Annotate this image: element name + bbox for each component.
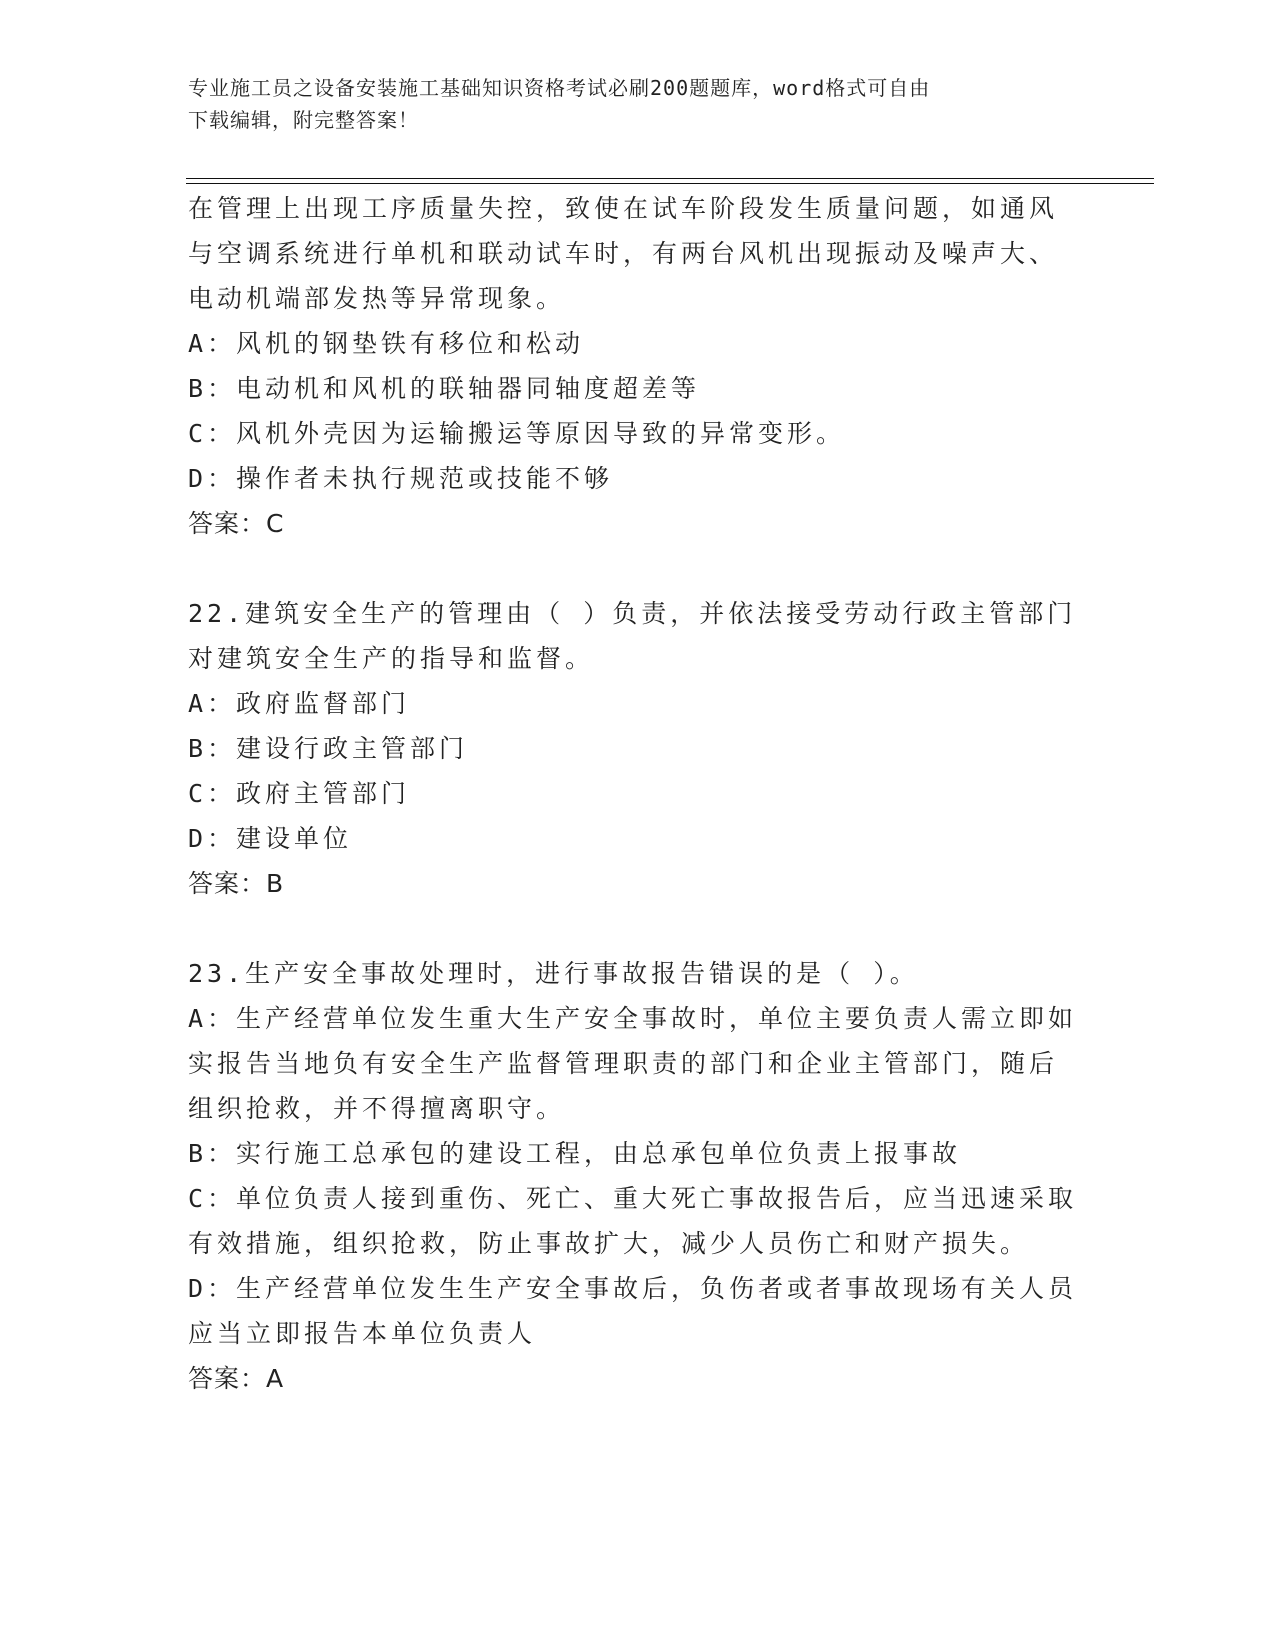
question-stem-line: 在管理上出现工序质量失控，致使在试车阶段发生质量问题，如通风 — [188, 194, 1059, 223]
answer: 答案：A — [188, 1364, 285, 1393]
option-c-line: 有效措施，组织抢救，防止事故扩大，减少人员伤亡和财产损失。 — [188, 1229, 1030, 1258]
question-21 — [188, 186, 1088, 546]
spacer — [188, 546, 1088, 591]
option-d: D：操作者未执行规范或技能不够 — [188, 464, 614, 493]
option-c: C：风机外壳因为运输搬运等原因导致的异常变形。 — [188, 419, 846, 448]
document-body — [188, 186, 1088, 1401]
document-header — [188, 72, 1068, 136]
question-stem-line: 电动机端部发热等异常现象。 — [188, 284, 566, 313]
option-a-line: 组织抢救，并不得擅离职守。 — [188, 1094, 566, 1123]
option-b: B：建设行政主管部门 — [188, 734, 469, 763]
answer: 答案：B — [188, 869, 285, 898]
option-a-line: 实报告当地负有安全生产监督管理职责的部门和企业主管部门，随后 — [188, 1049, 1059, 1078]
question-stem-line: 22.建筑安全生产的管理由（ ）负责，并依法接受劳动行政主管部门 — [188, 599, 1077, 628]
option-a: A：风机的钢垫铁有移位和松动 — [188, 329, 585, 358]
option-a-line: A：生产经营单位发生重大生产安全事故时，单位主要负责人需立即如 — [188, 1004, 1078, 1033]
question-stem-line: 23.生产安全事故处理时，进行事故报告错误的是（ ）。 — [188, 959, 919, 988]
header-divider-top — [186, 178, 1154, 179]
option-d-line: D：生产经营单位发生生产安全事故后，负伤者或者事故现场有关人员 — [188, 1274, 1078, 1303]
spacer — [188, 906, 1088, 951]
question-22 — [188, 591, 1088, 906]
answer: 答案：C — [188, 509, 285, 538]
option-b: B：实行施工总承包的建设工程，由总承包单位负责上报事故 — [188, 1139, 962, 1168]
option-c: C：政府主管部门 — [188, 779, 411, 808]
question-23 — [188, 951, 1088, 1401]
option-a: A：政府监督部门 — [188, 689, 411, 718]
question-stem-line: 对建筑安全生产的指导和监督。 — [188, 644, 595, 673]
header-line-2: 下载编辑，附完整答案！ — [188, 108, 419, 132]
header-line-1: 专业施工员之设备安装施工基础知识资格考试必刷200题题库，word格式可自由 — [188, 76, 931, 100]
option-d-line: 应当立即报告本单位负责人 — [188, 1319, 537, 1348]
question-stem-line: 与空调系统进行单机和联动试车时，有两台风机出现振动及噪声大、 — [188, 239, 1059, 268]
header-divider-bottom — [186, 183, 1154, 184]
option-b: B：电动机和风机的联轴器同轴度超差等 — [188, 374, 701, 403]
option-d: D：建设单位 — [188, 824, 353, 853]
option-c-line: C：单位负责人接到重伤、死亡、重大死亡事故报告后，应当迅速采取 — [188, 1184, 1078, 1213]
